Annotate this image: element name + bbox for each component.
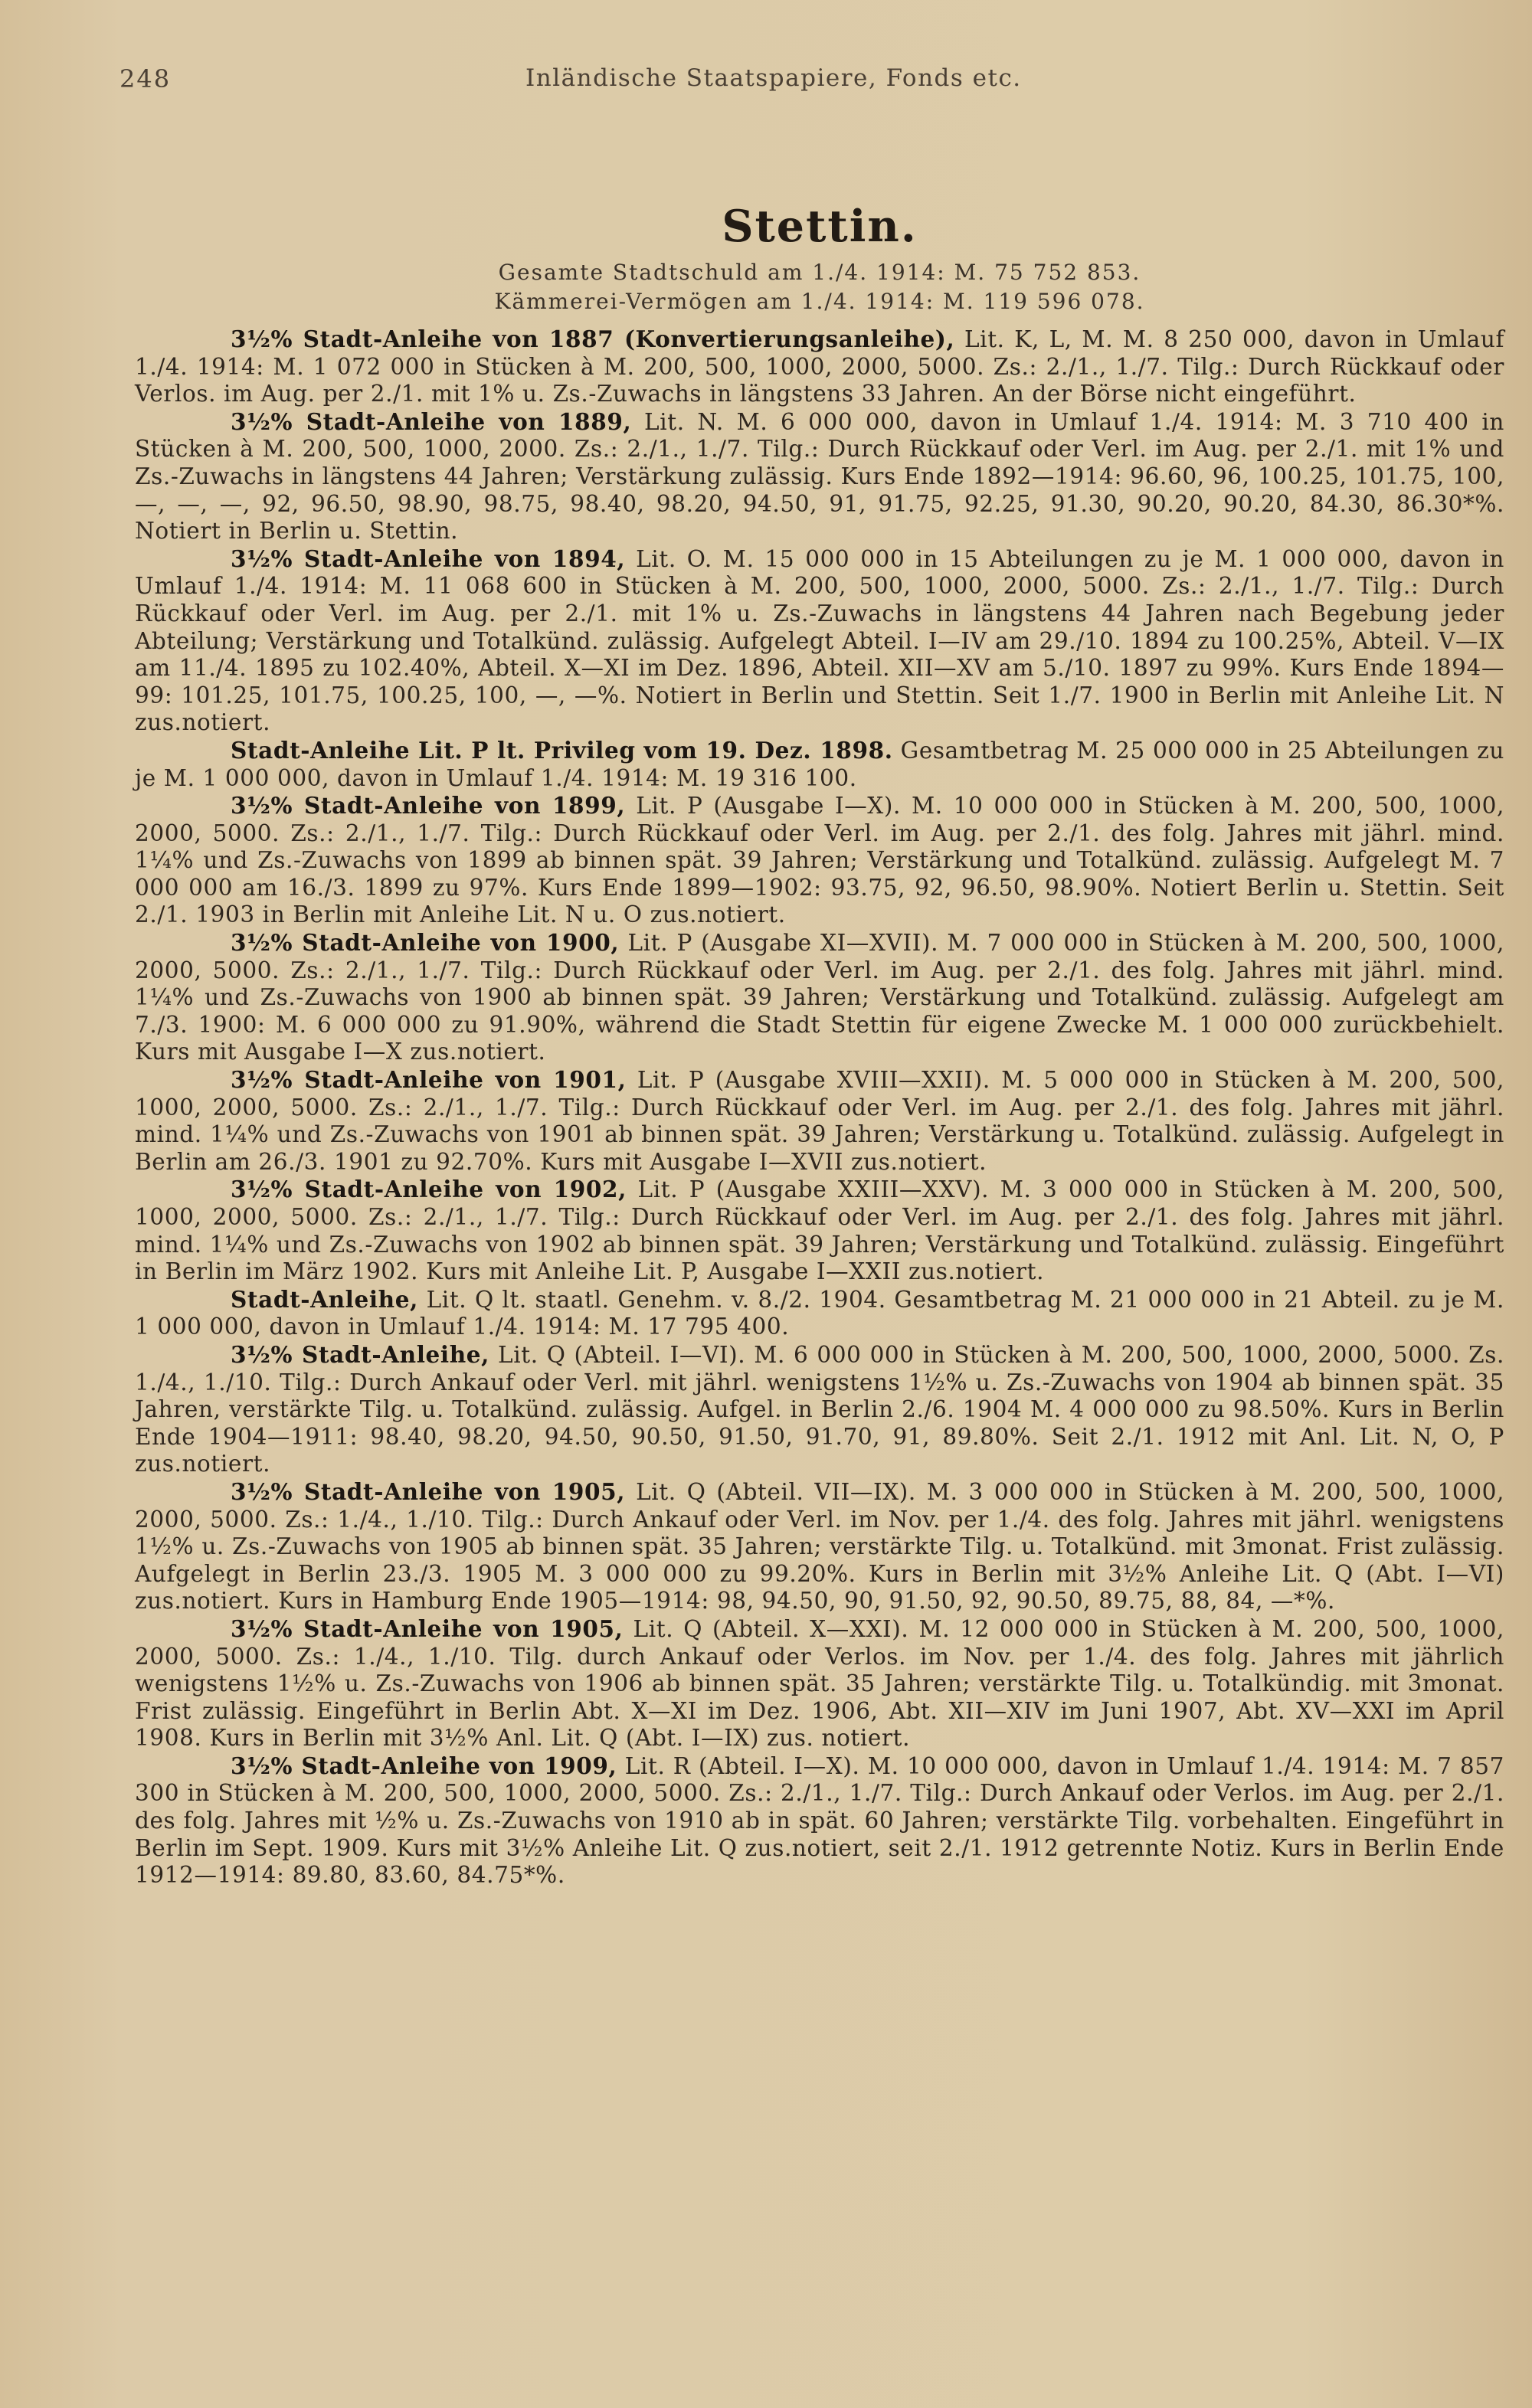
entry-text: Lit. O. M. 15 000 000 in 15 Abteilungen zu je M. 1 000 000, davon in Umlauf 1./4. 1914: M. 11 068 600 in Stücken à M. 200, 500, 1000, 2000, 5000. Zs.: 2./1., 1./7. Tilg.: Durch Rückkauf oder Verl. im Aug. per 2./1. mit 1% u. Zs.-Zuwachs in längstens 44 Jahren nach Begebung jeder Abteilung; Verstärkung und Totalkünd. zulässig. Aufgelegt Abteil. I—IV am 29./10. 1894 zu 100.25%, Abteil. V—IX am 11./4. 1895 zu 102.40%, Abteil. X—XI im Dez. 1896, Abteil. XII—XV am 5./10. 1897 zu 99%. Kurs Ende 1894—99: 101.25, 101.75, 100.25, 100, —, —%. Notiert in Berlin und Stettin. Seit 1./7. 1900 in Berlin mit Anleihe Lit. N zus.notiert. [135, 545, 1504, 736]
entry-lead: Stadt-Anleihe Lit. P lt. Privileg vom 19. Dez. 1898. [231, 736, 893, 764]
entry-lead: 3½% Stadt-Anleihe von 1900, [231, 929, 620, 957]
entry-text: Lit. P (Ausgabe XXIII—XXV). M. 3 000 000 in Stücken à M. 200, 500, 1000, 2000, 5000. Zs.: 2./1., 1./7. Tilg.: Durch Rückkauf oder Verl. im Aug. per 2./1. des folg. Jahres mit jährl. mind. 1¼% und Zs.-Zuwachs von 1902 ab binnen spät. 39 Jahren; Verstärkung und Totalkünd. zulässig. Eingeführt in Berlin im März 1902. Kurs mit Anleihe Lit. P, Ausgabe I—XXII zus.notiert. [135, 1176, 1504, 1285]
entry-text: Lit. R (Abteil. I—X). M. 10 000 000, davon in Umlauf 1./4. 1914: M. 7 857 300 in Stücken à M. 200, 500, 1000, 2000, 5000. Zs.: 2./1., 1./7. Tilg.: Durch Ankauf oder Verlos. im Aug. per 2./1. des folg. Jahres mit ½% u. Zs.-Zuwachs von 1910 ab in spät. 60 Jahren; verstärkte Tilg. vorbehalten. Eingeführt in Berlin im Sept. 1909. Kurs mit 3½% Anleihe Lit. Q zus.notiert, seit 2./1. 1912 getrennte Notiz. Kurs in Berlin Ende 1912—1914: 89.80, 83.60, 84.75*%. [135, 1752, 1504, 1889]
entry-text: Lit. P (Ausgabe XI—XVII). M. 7 000 000 in Stücken à M. 200, 500, 1000, 2000, 5000. Zs.: 2./1., 1./7. Tilg.: Durch Rückkauf oder Verl. im Aug. per 2./1. des folg. Jahres mit jährl. mind. 1¼% und Zs.-Zuwachs von 1900 ab binnen spät. 39 Jahren; Verstärkung und Totalkünd. zulässig. Aufgelegt am 7./3. 1900: M. 6 000 000 zu 91.90%, während die Stadt Stettin für eigene Zwecke M. 1 000 000 zurückbehielt. Kurs mit Ausgabe I—X zus.notiert. [135, 930, 1504, 1065]
entry-text: Lit. N. M. 6 000 000, davon in Umlauf 1./4. 1914: M. 3 710 400 in Stücken à M. 200, 500, 1000, 2000. Zs.: 2./1., 1./7. Tilg.: Durch Rückkauf oder Verl. im Aug. per 2./1. mit 1% und Zs.-Zuwachs in längstens 44 Jahren; Verstärkung zulässig. Kurs Ende 1892—1914: 96.60, 96, 100.25, 101.75, 100, —, —, —, 92, 96.50, 98.90, 98.75, 98.40, 98.20, 94.50, 91, 91.75, 92.25, 91.30, 90.20, 90.20, 84.30, 86.30*%. Notiert in Berlin u. Stettin. [135, 408, 1504, 545]
entry-lead: Stadt-Anleihe, [231, 1285, 418, 1313]
entry-lead: 3½% Stadt-Anleihe von 1902, [231, 1176, 627, 1203]
loan-entry [135, 408, 1504, 545]
entry-text: Gesamtbetrag M. 25 000 000 in 25 Abteilungen zu je M. 1 000 000, davon in Umlauf 1./4. 1914: M. 19 316 100. [135, 737, 1504, 791]
loan-entry [135, 1066, 1504, 1176]
entry-lead: 3½% Stadt-Anleihe von 1894, [231, 545, 626, 572]
loan-entry [135, 1341, 1504, 1478]
loan-entry [135, 1615, 1504, 1752]
entry-lead: 3½% Stadt-Anleihe von 1909, [231, 1752, 617, 1779]
entry-lead: 3½% Stadt-Anleihe von 1887 (Konvertierungsanleihe), [231, 326, 955, 352]
running-title: Inländische Staatspapiere, Fonds etc. [525, 64, 1022, 92]
loan-entry [135, 737, 1504, 792]
entry-text: Lit. Q (Abteil. VII—IX). M. 3 000 000 in Stücken à M. 200, 500, 1000, 2000, 5000. Zs.: 1./4., 1./10. Tilg.: Durch Ankauf oder Verl. im Nov. per 1./4. des folg. Jahres mit jährl. wenigstens 1½% u. Zs.-Zuwachs von 1905 ab binnen spät. 35 Jahren; verstärkte Tilg. u. Totalkünd. mit 3monat. Frist zulässig. Aufgelegt in Berlin 23./3. 1905 M. 3 000 000 zu 99.20%. Kurs in Berlin mit 3½% Anleihe Lit. Q (Abt. I—VI) zus.notiert. Kurs in Hamburg Ende 1905—1914: 98, 94.50, 90, 91.50, 92, 90.50, 89.75, 88, 84, —*%. [135, 1478, 1504, 1615]
entry-lead: 3½% Stadt-Anleihe von 1889, [231, 407, 632, 435]
loan-entry [135, 1176, 1504, 1285]
loan-entry [135, 1752, 1504, 1889]
loan-entry [135, 792, 1504, 929]
entry-lead: 3½% Stadt-Anleihe von 1905, [231, 1477, 626, 1505]
loan-entry [135, 326, 1504, 408]
entry-text: Lit. Q (Abteil. I—VI). M. 6 000 000 in Stücken à M. 200, 500, 1000, 2000, 5000. Zs. 1./4., 1./10. Tilg.: Durch Ankauf oder Verl. mit jährl. wenigstens 1½% u. Zs.-Zuwachs von 1904 ab binnen spät. 35 Jahren, verstärkte Tilg. u. Totalkünd. zulässig. Aufgel. in Berlin 2./6. 1904 M. 4 000 000 zu 98.50%. Kurs in Berlin Ende 1904—1911: 98.40, 98.20, 94.50, 90.50, 91.50, 91.70, 91, 89.80%. Seit 2./1. 1912 mit Anl. Lit. N, O, P zus.notiert. [135, 1341, 1504, 1477]
loan-entry [135, 1478, 1504, 1615]
summary-line-assets: Kämmerei-Vermögen am 1./4. 1914: M. 119 596 078. [494, 289, 1145, 314]
summary-line-total-debt: Gesamte Stadtschuld am 1./4. 1914: M. 75 752 853. [498, 260, 1141, 285]
loan-entry [135, 929, 1504, 1066]
loan-entry [135, 545, 1504, 737]
entry-lead: 3½% Stadt-Anleihe von 1899, [231, 792, 626, 820]
page-number: 248 [119, 64, 172, 93]
entry-lead: 3½% Stadt-Anleihe, [231, 1340, 489, 1368]
entry-text: Lit. P (Ausgabe XVIII—XXII). M. 5 000 000 in Stücken à M. 200, 500, 1000, 2000, 5000. Zs.: 2./1., 1./7. Tilg.: Durch Rückkauf oder Verl. im Aug. per 2./1. des folg. Jahres mit jährl. mind. 1¼% und Zs.-Zuwachs von 1901 ab binnen spät. 39 Jahren; Verstärkung u. Totalkünd. zulässig. Aufgelegt in Berlin am 26./3. 1901 zu 92.70%. Kurs mit Ausgabe I—XVII zus.notiert. [135, 1067, 1504, 1175]
section-title: Stettin. [722, 201, 918, 252]
page-header [119, 64, 1504, 110]
entry-text: Lit. P (Ausgabe I—X). M. 10 000 000 in Stücken à M. 200, 500, 1000, 2000, 5000. Zs.: 2./1., 1./7. Tilg.: Durch Rückkauf oder Verl. im Aug. per 2./1. des folg. Jahres mit jährl. mind. 1¼% und Zs.-Zuwachs von 1899 ab binnen spät. 39 Jahren; Verstärkung und Totalkünd. zulässig. Aufgelegt M. 7 000 000 am 16./3. 1899 zu 97%. Kurs Ende 1899—1902: 93.75, 92, 96.50, 98.90%. Notiert Berlin u. Stettin. Seit 2./1. 1903 in Berlin mit Anleihe Lit. N u. O zus.notiert. [135, 793, 1504, 928]
loan-entry [135, 1286, 1504, 1341]
entry-text: Lit. Q lt. staatl. Genehm. v. 8./2. 1904. Gesamtbetrag M. 21 000 000 in 21 Abteil. zu je M. 1 000 000, davon in Umlauf 1./4. 1914: M. 17 795 400. [135, 1286, 1504, 1340]
entry-lead: 3½% Stadt-Anleihe von 1905, [231, 1615, 624, 1642]
entry-lead: 3½% Stadt-Anleihe von 1901, [231, 1066, 627, 1094]
entry-text: Lit. Q (Abteil. X—XXI). M. 12 000 000 in Stücken à M. 200, 500, 1000, 2000, 5000. Zs.: 1./4., 1./10. Tilg. durch Ankauf oder Verlos. im Nov. per 1./4. des folg. Jahres mit jährlich wenigstens 1½% u. Zs.-Zuwachs von 1906 ab binnen spät. 35 Jahren; verstärkte Tilg. u. Totalkündig. mit 3monat. Frist zulässig. Eingeführt in Berlin Abt. X—XI im Dez. 1906, Abt. XII—XIV im Juni 1907, Abt. XV—XXI im April 1908. Kurs in Berlin mit 3½% Anl. Lit. Q (Abt. I—IX) zus. notiert. [135, 1615, 1504, 1752]
entry-text: Lit. K, L, M. M. 8 250 000, davon in Umlauf 1./4. 1914: M. 1 072 000 in Stücken à M. 200, 500, 1000, 2000, 5000. Zs.: 2./1., 1./7. Tilg.: Durch Rückkauf oder Verlos. im Aug. per 2./1. mit 1% u. Zs.-Zuwachs in längstens 33 Jahren. An der Börse nicht eingeführt. [135, 326, 1504, 407]
